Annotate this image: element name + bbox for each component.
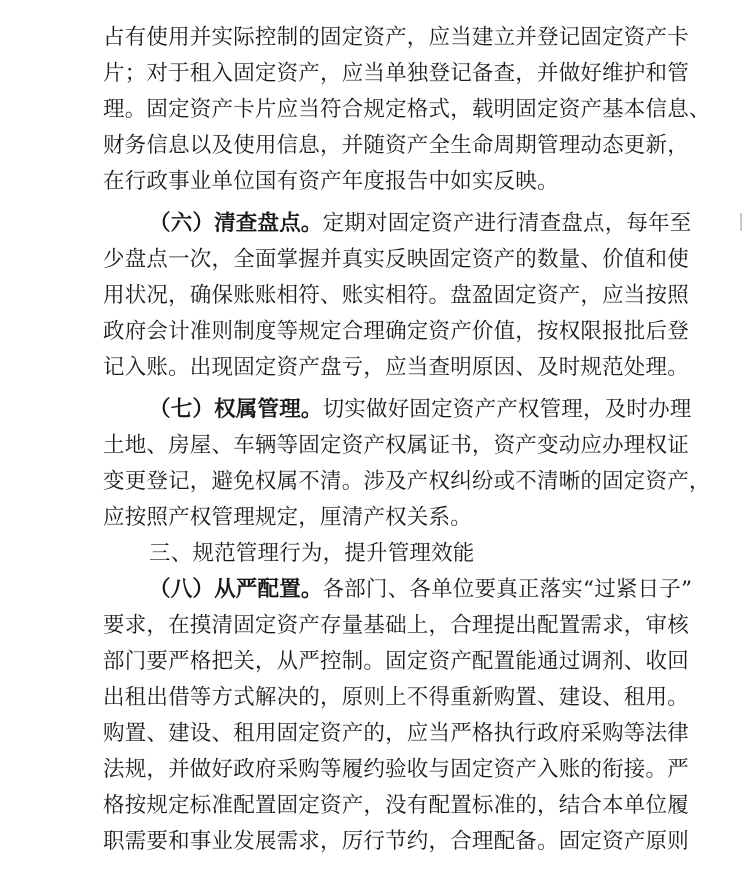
text-line: 应按照产权管理规定，厘清产权关系。 [103, 505, 472, 530]
text-line: 法规，并做好政府采购等履约验收与固定资产入账的衔接。严 [103, 757, 689, 782]
text-line: 变更登记，避免权属不清。涉及产权纠纷或不清晰的固定资产， [103, 469, 711, 494]
text-line: 要求，在摸清固定资产存量基础上，合理提出配置需求，审核 [103, 613, 689, 638]
paragraph-line [0, 206, 692, 242]
paragraph-line [0, 572, 693, 608]
paragraph-text: 各部门、各单位要真正落实“过紧日子” [322, 577, 693, 602]
paragraph-line [0, 392, 692, 428]
scan-edge-mark [740, 213, 748, 231]
text-line: 政府会计准则制度等规定合理确定资产价值，按权限报批后登 [103, 319, 689, 344]
text-line: 格按规定标准配置固定资产，没有配置标准的，结合本单位履 [103, 793, 689, 818]
text-line: 职需要和事业发展需求，厉行节约，合理配备。固定资产原则 [103, 829, 689, 854]
text-line: 购置、建设、租用固定资产的，应当严格执行政府采购等法律 [103, 721, 689, 746]
text-line: 土地、房屋、车辆等固定资产权属证书，资产变动应办理权证 [103, 433, 689, 458]
chapter-heading: 三、规范管理行为，提升管理效能 [149, 541, 475, 566]
text-line: 少盘点一次，全面掌握并真实反映固定资产的数量、价值和使 [103, 247, 689, 272]
text-line: 片；对于租入固定资产，应当单独登记备查，并做好维护和管 [103, 61, 689, 86]
paragraph-text: 定期对固定资产进行清查盘点，每年至 [322, 211, 692, 236]
text-line: 记入账。出现固定资产盘亏，应当查明原因、及时规范处理。 [103, 355, 689, 380]
text-line: 部门要严格把关，从严控制。固定资产配置能通过调剂、收回 [103, 649, 689, 674]
text-line: 用状况，确保账账相符、账实相符。盘盈固定资产，应当按照 [103, 283, 689, 308]
text-line: 在行政事业单位国有资产年度报告中如实反映。 [103, 169, 559, 194]
paragraph-text: 切实做好固定资产产权管理，及时办理 [322, 397, 692, 422]
text-line: 出租出借等方式解决的，原则上不得重新购置、建设、租用。 [103, 685, 689, 710]
section-heading: （八）从严配置。 [149, 577, 323, 602]
section-heading: （六）清查盘点。 [149, 211, 323, 236]
text-line: 占有使用并实际控制的固定资产，应当建立并登记固定资产卡 [103, 25, 689, 50]
text-line: 财务信息以及使用信息，并随资产全生命周期管理动态更新， [103, 133, 689, 158]
text-line: 理。固定资产卡片应当符合规定格式，载明固定资产基本信息、 [103, 97, 711, 122]
section-heading: （七）权属管理。 [149, 397, 323, 422]
